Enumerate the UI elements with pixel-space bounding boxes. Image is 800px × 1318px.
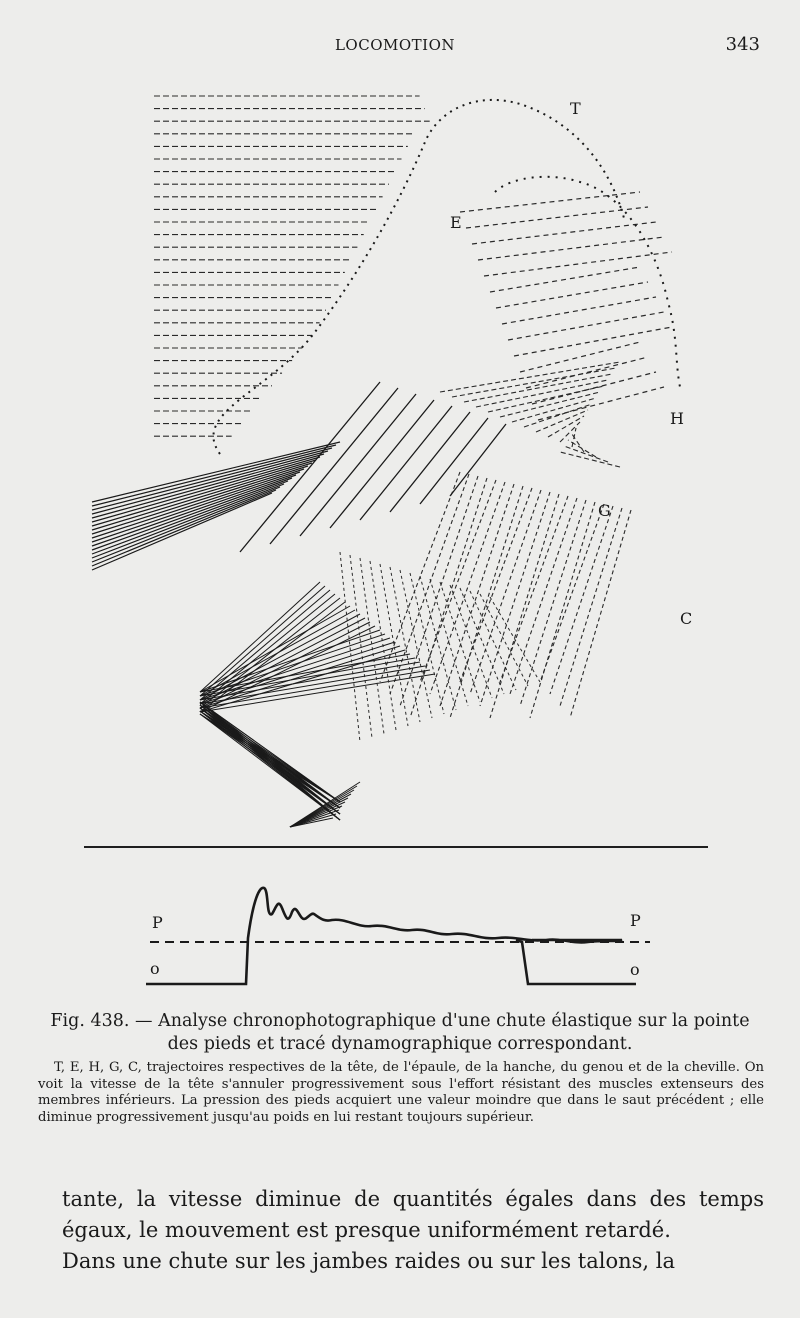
hip-line — [500, 392, 600, 417]
trajectory-diagram — [80, 82, 720, 842]
arm-lines — [240, 382, 506, 552]
shoulder-line — [484, 252, 672, 276]
arm-line — [240, 382, 380, 552]
shin-line — [490, 597, 540, 682]
thigh-line — [92, 475, 296, 546]
thigh-line — [92, 460, 316, 526]
shoulder-line — [502, 297, 656, 324]
foot-line — [200, 705, 340, 808]
body-text — [62, 1184, 764, 1277]
label-E: E — [450, 213, 462, 232]
shin-line — [450, 585, 492, 698]
shin-line — [350, 555, 372, 738]
arm-line — [450, 424, 506, 496]
thigh-lines — [92, 442, 340, 570]
arm-line — [330, 400, 434, 528]
page-number: 343 — [725, 34, 760, 55]
paragraph-continued: tante, la vitesse diminue de quantités égales dans des temps égaux, le mouvement est presque uniformément retardé. — [62, 1187, 764, 1242]
shin-line — [360, 558, 384, 734]
foot-line — [200, 618, 365, 704]
figure-caption-title — [38, 1010, 762, 1056]
thigh-line — [92, 472, 300, 542]
hip-line — [560, 452, 620, 467]
figure-title: — Analyse chronophotographique d'une chute élastique sur la pointe des pieds et tracé dynamographique correspondant. — [135, 1011, 750, 1054]
knee-line — [560, 508, 622, 706]
shin-line — [430, 579, 468, 706]
shin-line — [370, 561, 396, 730]
dynamograph-svg — [136, 878, 676, 996]
knee-line — [520, 500, 586, 706]
shin-lines — [340, 552, 540, 742]
hip-line — [568, 440, 596, 457]
shin-line — [470, 591, 516, 690]
shoulder-line — [496, 282, 648, 308]
pressure-curve — [146, 888, 622, 984]
hip-line — [464, 374, 612, 402]
thigh-line — [92, 457, 320, 522]
hip-lines — [440, 362, 620, 467]
label-p-left: P — [152, 913, 163, 932]
shin-line — [460, 588, 504, 694]
knee-line — [390, 474, 469, 694]
shoulder-line — [514, 327, 672, 356]
hip-line — [564, 446, 608, 462]
foot-line — [200, 614, 360, 700]
hip-line — [560, 422, 580, 442]
thigh-line — [92, 445, 336, 506]
knee-line — [540, 504, 604, 682]
foot-line — [200, 702, 340, 802]
arm-line — [300, 394, 416, 536]
label-G: G — [598, 501, 611, 520]
label-o-right: o — [630, 960, 640, 979]
foot-line — [200, 602, 345, 712]
shoulder-trajectory-E — [495, 177, 680, 387]
running-head — [0, 36, 800, 60]
label-o-left: o — [150, 959, 160, 978]
figure-divider-rule — [84, 846, 708, 848]
hip-line — [524, 404, 592, 427]
thigh-line — [92, 442, 340, 502]
shin-line — [340, 552, 360, 742]
knee-line — [460, 488, 532, 682]
foot-fan-lines — [200, 582, 435, 827]
figure-caption-body: T, E, H, G, C, trajectoires respectives de la tête, de l'épaule, de la hanche, du genou et de la cheville. On voit la vitesse de la tête s'annuler progressivement sous l'effort résistant des muscles extenseurs des membres inférieurs. La pression des pieds acquiert une valeur moindre que dans le saut précédent ; elle diminue progressivement jusqu'au poids en lui restant toujours supérieur. — [38, 1060, 764, 1125]
hip-line — [512, 398, 596, 422]
shoulder-line — [526, 357, 648, 388]
pressure-curve-drop — [516, 940, 636, 984]
shoulder-lines — [460, 192, 672, 420]
dynamograph-trace — [136, 878, 676, 996]
arm-line — [360, 406, 452, 520]
paragraph-new: Dans une chute sur les jambes raides ou sur les talons, la — [62, 1249, 675, 1273]
label-T: T — [570, 99, 581, 118]
knee-line — [440, 484, 514, 706]
shoulder-line — [472, 222, 656, 244]
knee-line — [570, 510, 631, 718]
thigh-line — [92, 448, 332, 510]
thigh-line — [92, 493, 272, 570]
shoulder-line — [538, 387, 664, 420]
shoulder-line — [460, 192, 640, 212]
running-title: LOCOMOTION — [334, 36, 456, 54]
chronophotograph-figure — [80, 82, 720, 842]
shoulder-line — [490, 267, 640, 292]
foot-line — [200, 711, 340, 820]
knee-line — [530, 502, 595, 718]
shoulder-line — [466, 207, 648, 228]
shin-line — [410, 573, 444, 714]
arm-line — [390, 412, 470, 512]
shoulder-line — [508, 312, 664, 340]
figure-number: Fig. 438. — [50, 1011, 130, 1031]
hip-line — [452, 368, 616, 397]
label-C: C — [680, 609, 693, 628]
knee-lines — [380, 472, 631, 718]
shoulder-line — [520, 342, 640, 372]
foot-line — [200, 610, 355, 696]
label-p-right: P — [630, 911, 641, 930]
label-H: H — [670, 409, 684, 428]
knee-line — [550, 506, 613, 694]
hip-line — [476, 380, 608, 407]
foot-line — [200, 708, 340, 814]
head-horizontal-lines — [154, 96, 430, 436]
